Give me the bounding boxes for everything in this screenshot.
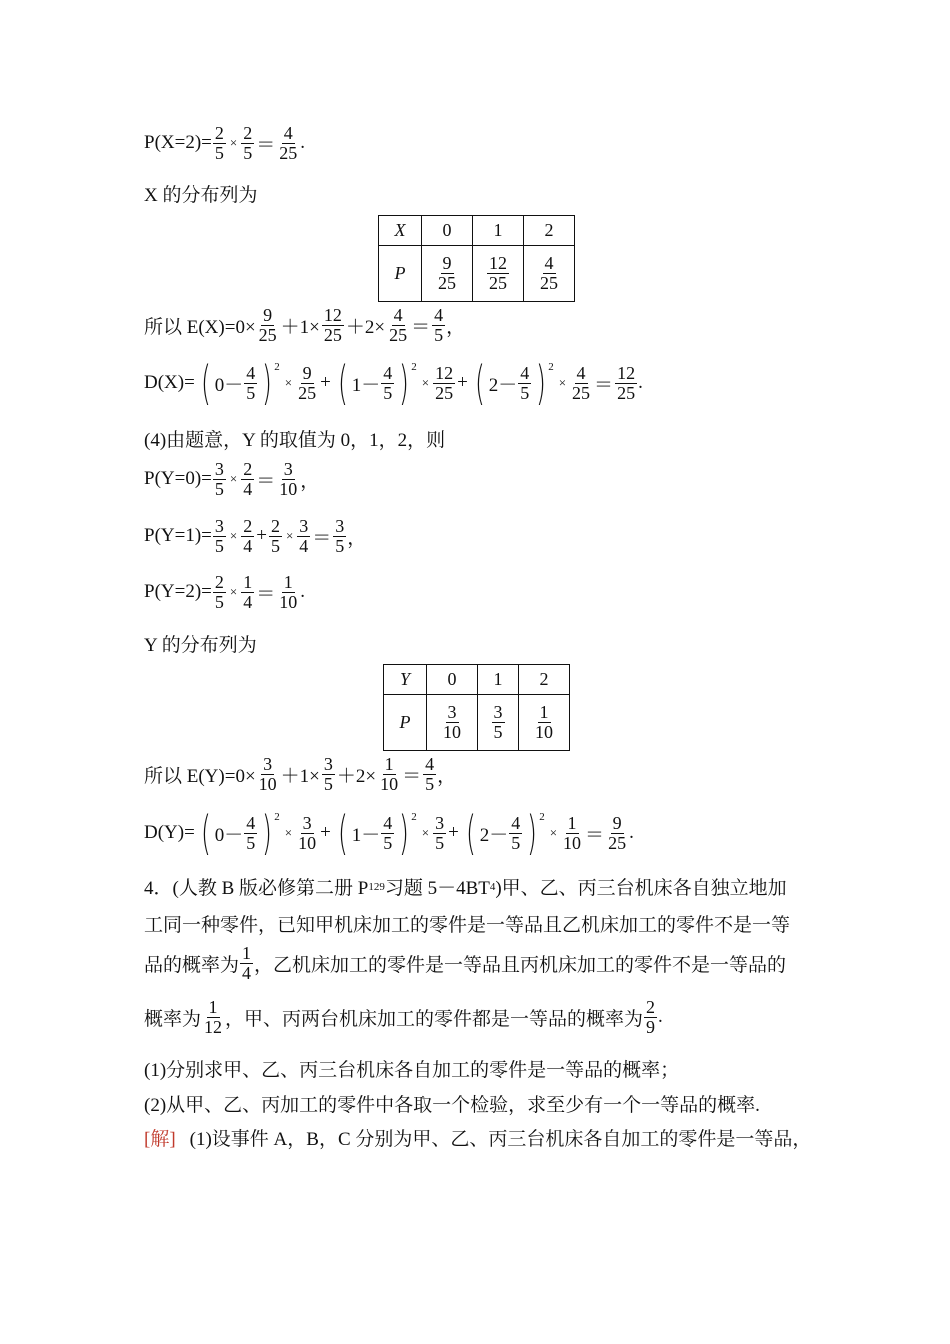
y-distribution-table	[383, 664, 570, 751]
problem4-line4: 概率为 $\frac{1}{12}$ ，甲、丙两台机床加工的零件都是一等品的概率为 $\frac{2}{9}$ .	[144, 997, 663, 1037]
table-header-cell: X	[379, 216, 422, 246]
table-row-label: P	[384, 695, 427, 751]
py2-line: P(Y=2)= $\frac{2}{5}$ × $\frac{1}{4}$ ＝ $\frac{1}{10}$ .	[144, 572, 305, 612]
px2-lhs: P(X=2)=	[144, 132, 212, 154]
question-2: (2)从甲、乙、丙加工的零件中各取一个检验，求至少有一个一等品的概率.	[144, 1095, 760, 1116]
table-header-cell: 0	[427, 665, 478, 695]
fraction: $\frac{4}{25}$	[279, 123, 298, 163]
y-dist-title: Y 的分布列为	[144, 635, 257, 656]
table-header-cell: 2	[519, 665, 570, 695]
table-cell: $\frac{3}{10}$	[427, 695, 478, 751]
table-cell: $\frac{3}{5}$	[478, 695, 519, 751]
py1-line: P(Y=1)= $\frac{3}{5}$ × $\frac{2}{4}$ + $\frac{2}{5}$ × $\frac{3}{4}$ ＝ $\frac{3}{5}$ ，	[144, 516, 367, 556]
fraction: $\frac{2}{5}$	[214, 123, 224, 163]
table-header-cell: Y	[384, 665, 427, 695]
py0-line: P(Y=0)= $\frac{3}{5}$ × $\frac{2}{4}$ ＝ $\frac{3}{10}$ ，	[144, 459, 320, 499]
table-header-cell: 1	[473, 216, 524, 246]
table-row-label: P	[379, 246, 422, 302]
part4-intro: (4)由题意，Y 的取值为 0，1，2，则	[144, 430, 446, 451]
table-cell: $\frac{1}{10}$	[519, 695, 570, 751]
table-cell: $\frac{4}{25}$	[524, 246, 575, 302]
ex-line: 所以 E(X)=0× $\frac{9}{25}$ ＋1× $\frac{12}{25}$ ＋2× $\frac{4}{25}$ ＝ $\frac{4}{5}$ ，	[144, 305, 466, 345]
table-header-cell: 0	[422, 216, 473, 246]
x-dist-title: X 的分布列为	[144, 185, 258, 206]
table-header-cell: 2	[524, 216, 575, 246]
px2-line: P(X=2)= $\frac{2}{5}$ × $\frac{2}{5}$ ＝ $\frac{4}{25}$ .	[144, 123, 305, 163]
x-distribution-table	[378, 215, 575, 302]
problem4-line3: 品的概率为 $\frac{1}{4}$ ，乙机床加工的零件是一等品且丙机床加工的零件不是一等品的	[144, 943, 787, 983]
table-cell: $\frac{12}{25}$	[473, 246, 524, 302]
ey-line: 所以 E(Y)=0× $\frac{3}{10}$ ＋1× $\frac{3}{5}$ ＋2× $\frac{1}{10}$ ＝ $\frac{4}{5}$ ，	[144, 754, 457, 794]
solution-line	[144, 1124, 811, 1151]
question-1: (1)分别求甲、乙、丙三台机床各自加工的零件是一等品的概率；	[144, 1060, 680, 1081]
fraction: $\frac{2}{5}$	[243, 123, 253, 163]
problem4-line2: 工同一种零件，已知甲机床加工的零件是一等品且乙机床加工的零件不是一等	[144, 915, 791, 936]
table-cell: $\frac{9}{25}$	[422, 246, 473, 302]
solution-text: (1)设事件 A，B，C 分别为甲、乙、丙三台机床各自加工的零件是一等品，	[189, 1129, 812, 1150]
problem4-line1: 4．(人教 B 版必修第二册 P 129 习题 5－4BT 4 )甲、乙、丙三台机床各自独立地加	[144, 878, 787, 899]
dx-line: D(X)= ( 0－ $\frac{4}{5}$ ) 2 × $\frac{9}{25}$ + ( 1－ $\frac{4}{5}$ ) 2 × $\frac{12}{25}$ + ( 2－ $\frac{4}{5}$ ) 2 × $\frac{4}{25}$ ＝ $\frac{12}{25}$ .	[144, 356, 643, 410]
table-header-cell: 1	[478, 665, 519, 695]
ex-prefix: 所以 E(X)=0×	[144, 316, 256, 338]
dy-line: D(Y)= ( 0－ $\frac{4}{5}$ ) 2 × $\frac{3}{10}$ + ( 1－ $\frac{4}{5}$ ) 2 × $\frac{3}{5}$ + ( 2－ $\frac{4}{5}$ ) 2 × $\frac{1}{10}$ ＝ $\frac{9}{25}$ .	[144, 806, 634, 860]
solution-tag: [解]	[144, 1129, 176, 1150]
